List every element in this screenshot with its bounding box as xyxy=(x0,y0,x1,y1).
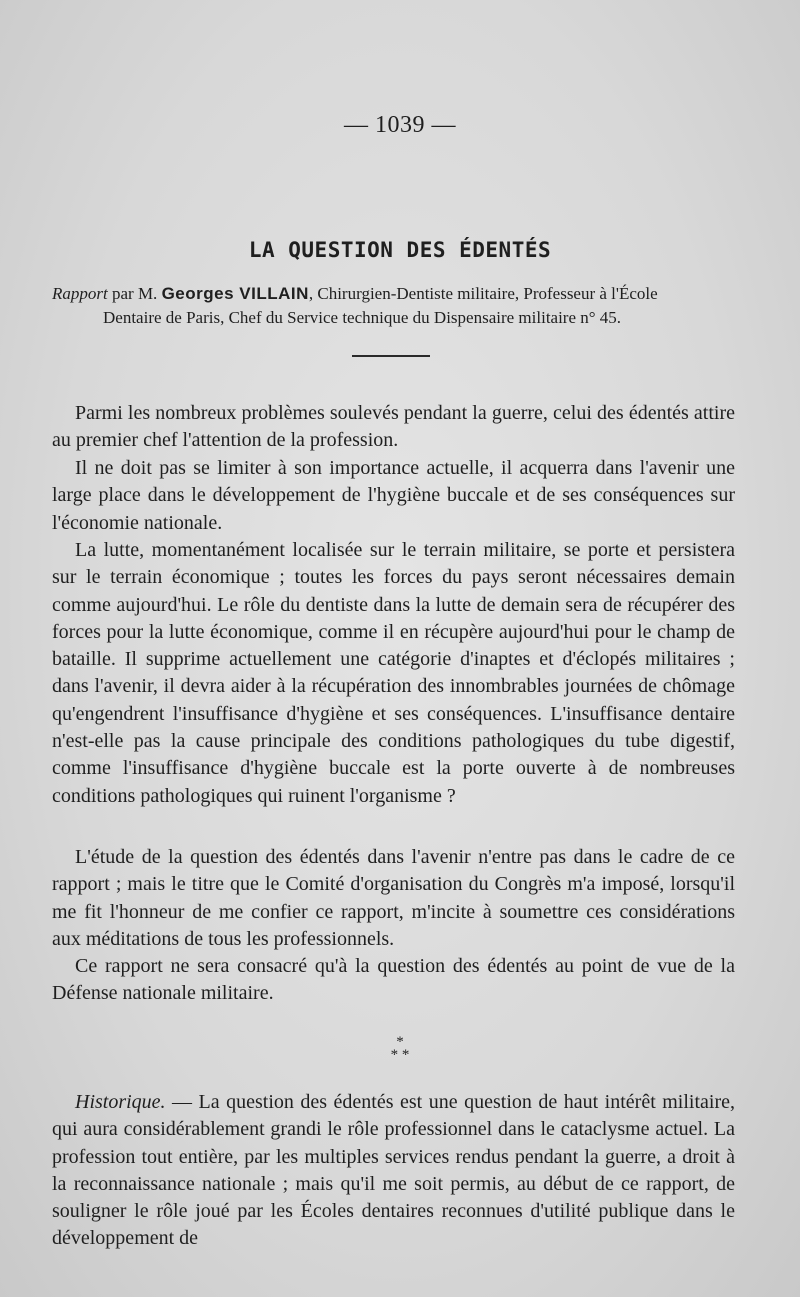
paragraph-5 xyxy=(52,953,735,1008)
paragraph-1 xyxy=(52,400,735,455)
paragraph-2 xyxy=(52,455,735,537)
byline-author: Georges VILLAIN xyxy=(161,284,309,303)
historique-heading: Historique. xyxy=(75,1091,166,1113)
byline-line2: Dentaire de Paris, Chef du Service technique du Dispensaire militaire n° 45. xyxy=(103,308,622,327)
byline xyxy=(52,282,772,330)
asterism-bottom: * * xyxy=(390,1047,410,1063)
historique-text: — La question des édentés est une question de haut intérêt militaire, qui aura considérablement grandi le rôle professionnel dans le cataclysme actuel. La profession tout entière, par les multiples services rendus pendant la guerre, a droit à la reconnaissance nationale ; mais qu'il me soit permis, au début de ce rapport, de souligner le rôle joué par les Écoles dentaires reconnues d'utilité publique dans le développement de xyxy=(52,1091,735,1250)
page-number: — 1039 — xyxy=(344,112,456,138)
section-asterism xyxy=(0,1036,800,1062)
paragraph-2-text: Il ne doit pas se limiter à son importance actuelle, il acquerra dans l'avenir une large place dans le développement de l'hygiène buccale et de ses conséquences sur l'économie nationale. xyxy=(52,457,735,534)
byline-rapport: Rapport xyxy=(52,284,108,303)
title-divider xyxy=(352,355,430,357)
article-title: LA QUESTION DES ÉDENTÉS xyxy=(248,238,552,262)
paragraph-3-text: La lutte, momentanément localisée sur le terrain militaire, se porte et persistera sur le terrain économique ; toutes les forces du pays seront nécessaires demain comme aujourd'hui. Le rôle du dentiste dans la lutte de demain sera de récupérer des forces pour la lutte économique, comme il en récupère aujourd'hui pour le champ de bataille. Il supprime actuellement une catégorie d'inaptes et d'éclopés militaires ; dans l'avenir, il devra aider à la récupération des innombrables journées de chômage qu'engendrent l'insuffisance d'hygiène et ses conséquences. L'insuffisance dentaire n'est-elle pas la cause principale des conditions pathologiques du tube digestif, comme l'insuffisance d'hygiène buccale est la porte ouverte à de nombreuses conditions pathologiques qui ruinent l'organisme ? xyxy=(52,539,735,807)
byline-rest-line1: , Chirurgien-Dentiste militaire, Professeur à l'École xyxy=(308,284,658,303)
byline-par: par M. xyxy=(107,284,162,303)
paragraph-3 xyxy=(52,537,735,810)
paragraph-historique xyxy=(52,1089,735,1253)
paragraph-4 xyxy=(52,844,735,953)
paragraph-4-text: L'étude de la question des édentés dans l'avenir n'entre pas dans le cadre de ce rapport ; mais le titre que le Comité d'organisation du Congrès m'a imposé, lorsqu'il me fit l'honneur de me confier ce rapport, m'incite à soumettre ces considérations aux méditations de tous les professionnels. xyxy=(52,846,735,950)
asterism-top: * xyxy=(396,1034,404,1050)
paragraph-5-text: Ce rapport ne sera consacré qu'à la question des édentés au point de vue de la Défense nationale militaire. xyxy=(52,955,735,1005)
paragraph-1-text: Parmi les nombreux problèmes soulevés pendant la guerre, celui des édentés attire au premier chef l'attention de la profession. xyxy=(52,402,735,452)
